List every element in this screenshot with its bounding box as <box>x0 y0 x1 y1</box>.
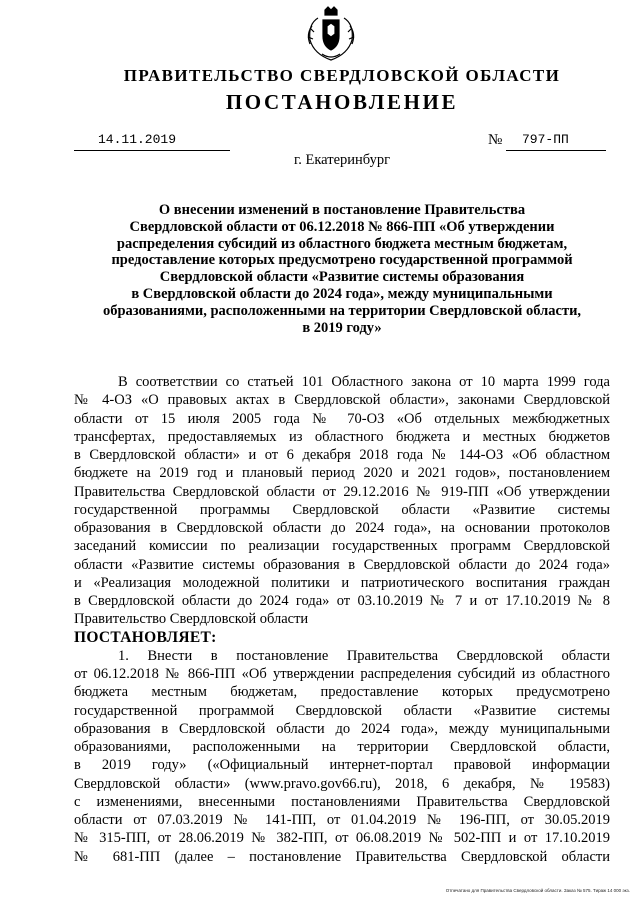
item1-line: образованиями, расположенными на территории Свердловской области, <box>74 739 610 755</box>
title-line: в Свердловской области до 2024 года», между муниципальными <box>131 285 553 302</box>
preamble-line: Правительства Свердловской области от 29.12.2016 № 919-ПП «Об утверждении <box>74 483 610 500</box>
item1-line: области от 07.03.2019 № 141-ПП, от 01.04.2019 № 196-ПП, от 30.05.2019 <box>74 812 610 828</box>
document-body <box>74 373 610 866</box>
item1-line: образования в Свердловской области до 2024 года», между муниципальными <box>74 720 610 737</box>
number-sign: № <box>488 132 503 148</box>
item1-line: бюджета местным бюджетам, предоставление которых предусмотрено <box>74 684 610 701</box>
item1-line: в 2019 году» («Официальный интернет-портал правовой информации <box>74 757 610 774</box>
title-line: Свердловской области «Развитие системы образования <box>159 269 525 286</box>
document-title <box>72 202 612 336</box>
document-number: 797-ПП <box>522 132 569 147</box>
item1-line: 1. Внести в постановление Правительства Свердловской области <box>118 647 610 664</box>
item1-line: № 681-ПП (далее – постановление Правительства Свердловской области <box>74 848 610 865</box>
resolve-heading: ПОСТАНОВЛЯЕТ: <box>74 628 217 646</box>
document-type: ПОСТАНОВЛЕНИЕ <box>225 90 459 114</box>
title-line: Свердловской области от 06.12.2018 № 866-ПП «Об утверждении <box>129 218 555 235</box>
item1-line: Свердловской области» (www.pravo.gov66.ru), 2018, 6 декабря, № 19583) <box>74 775 610 792</box>
preamble-line: и «Реализация молодежной политики и патриотического воспитания граждан <box>74 574 610 591</box>
preamble-line: Правительство Свердловской области <box>74 611 309 628</box>
item1-line: № 315-ПП, от 28.06.2019 № 382-ПП, от 06.08.2019 № 502-ПП и от 17.10.2019 <box>74 830 610 847</box>
title-line: в 2019 году» <box>302 319 382 336</box>
title-line: предоставление которых предусмотрено государственной программой <box>111 252 573 269</box>
preamble-line: бюджете на 2019 год и плановый период 2020 и 2021 годов», постановлением <box>74 465 610 482</box>
coat-of-arms-icon <box>304 6 358 62</box>
government-name: ПРАВИТЕЛЬСТВО СВЕРДЛОВСКОЙ ОБЛАСТИ <box>123 66 561 85</box>
preamble-line: в Свердловской области до 2024 года» от 03.10.2019 № 7 и от 17.10.2019 № 8 <box>74 593 610 609</box>
preamble-line: В соответствии со статьей 101 Областного закона от 10 марта 1999 года <box>118 374 610 390</box>
preamble-line: заседаний комиссии по реализации государственных программ Свердловской <box>74 538 610 555</box>
preamble-line: в Свердловской области» и от 6 декабря 2018 года № 144-ОЗ «Об областном <box>74 447 610 463</box>
city: г. Екатеринбург <box>293 152 391 168</box>
title-line: О внесении изменений в постановление Правительства <box>158 202 526 218</box>
document-date: 14.11.2019 <box>98 132 177 147</box>
preamble-line: образования в Свердловской области до 2024 года», на основании протоколов <box>74 520 610 536</box>
preamble-line: области от 15 июля 2005 года № 70-ОЗ «Об отдельных межбюджетных <box>74 410 610 427</box>
item1-line: с изменениями, внесенными постановлениями Правительства Свердловской <box>74 793 610 810</box>
title-line: образованиями, расположенными на территории Свердловской области, <box>102 302 582 319</box>
print-footer: Отпечатано для Правительства Свердловской области. Заказ № 575. Тираж 14 000 экз. <box>445 888 630 893</box>
preamble-line: области «Развитие системы образования в Свердловской области до 2024 года» <box>74 556 610 573</box>
item1-line: от 06.12.2018 № 866-ПП «Об утверждении распределения субсидий из областного <box>74 666 610 682</box>
item1-line: государственной программой Свердловской области «Развитие системы <box>74 702 610 719</box>
preamble-line: государственной программы Свердловской области «Развитие системы <box>74 501 610 518</box>
preamble-line: трансфертах, предоставляемых из областного бюджета и местных бюджетов <box>74 428 610 445</box>
preamble-line: № 4-ОЗ «О правовых актах в Свердловской области», законами Свердловской <box>74 392 610 409</box>
title-line: распределения субсидий из областного бюджета местным бюджетам, <box>116 235 568 252</box>
